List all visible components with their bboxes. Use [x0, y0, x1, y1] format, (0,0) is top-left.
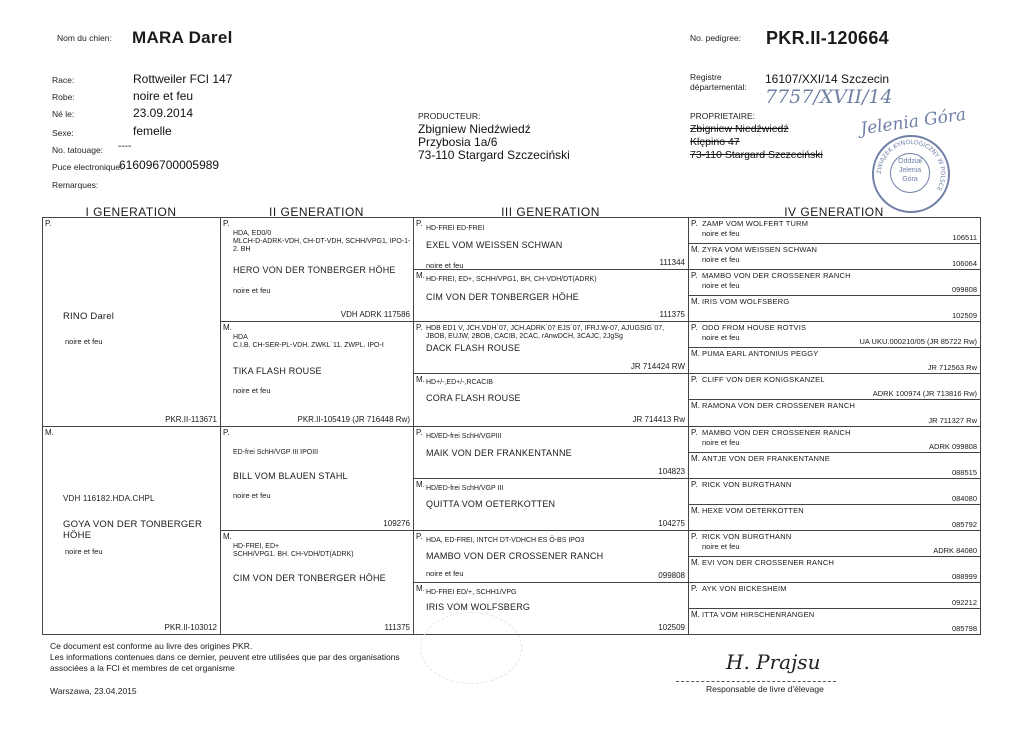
- sex-marker: P.: [691, 427, 698, 437]
- registration-number: 084080: [951, 493, 977, 503]
- dog-color: noire et feu: [426, 568, 464, 578]
- generation-header-4: IV GENERATION: [784, 205, 884, 219]
- titles-info: HDA C.I.B. CH-SER-PL-VDH. ZWKL`11. ZWPL. IPO-I: [233, 334, 384, 350]
- gen4-cell: [689, 374, 981, 400]
- gen3-cell: [414, 374, 689, 426]
- titles-info: HD+/-,ED+/-,RCACIB: [426, 379, 493, 387]
- sex-marker: M.: [223, 323, 232, 333]
- titles-info: ED-frei SchH/VGP III IPOIII: [233, 448, 319, 456]
- registration-number: 111344: [659, 258, 685, 268]
- conformity-statement: [50, 641, 400, 674]
- owner-handwritten: Jelenia Góra: [859, 104, 968, 140]
- dog-name: ODO FROM HOUSE ROTVIS: [702, 323, 807, 333]
- registration-number: PKR.II-113671: [165, 414, 217, 424]
- field-value: ----: [118, 141, 132, 152]
- registration-number: JR 714424 RW: [630, 362, 685, 372]
- stamp-text: Góra: [902, 176, 918, 183]
- sex-marker: M.: [691, 609, 700, 619]
- owner-line: 73-110 Stargard Szczeciński: [690, 149, 823, 161]
- pedigree-table: [42, 217, 981, 635]
- sex-marker: P.: [691, 323, 698, 333]
- dog-name: AYK VON BICKESHEIM: [702, 583, 787, 593]
- sex-marker: M.: [691, 245, 700, 255]
- registration-number: 085792: [951, 519, 977, 529]
- dog-name-label: Nom du chien:: [57, 33, 112, 43]
- sex-marker: P.: [416, 219, 423, 228]
- dog-name: PUMA EARL ANTONIUS PEGGY: [702, 349, 819, 359]
- dog-color: noire et feu: [702, 333, 740, 343]
- titles-info: HD/ED-frei SchH/VGP III: [426, 484, 504, 492]
- sex-marker: P.: [416, 427, 423, 437]
- stamp-ring-text: ZWIĄZEK KYNOLOGICZNY W POLSCE: [875, 138, 947, 192]
- registration-number: 102509: [658, 623, 685, 632]
- gen4-cell: [689, 556, 981, 582]
- dog-name: CIM VON DER TONBERGER HÖHE: [233, 572, 386, 583]
- producer-line: Zbigniew Niedźwiedź: [418, 122, 531, 136]
- registry-label: Registre: [690, 72, 722, 82]
- registration-number: ADRK 100974 (JR 713816 Rw): [872, 389, 977, 399]
- gen4-cell: [689, 400, 981, 426]
- gen1-dam-cell: [43, 426, 221, 635]
- field-label: Né le:: [52, 109, 75, 119]
- gen2-cell: [221, 218, 414, 322]
- field-value: noire et feu: [133, 89, 194, 103]
- gen3-cell: [414, 322, 689, 374]
- field-label: No. tatouage:: [52, 145, 104, 155]
- stamp-text: Oddział: [898, 158, 922, 165]
- gen4-cell: [689, 218, 981, 244]
- dog-name: MARA Darel: [132, 28, 233, 47]
- dog-name: HERO VON DER TONBERGER HÖHE: [233, 265, 396, 275]
- dog-name: HEXE VOM OETERKOTTEN: [702, 505, 804, 515]
- field-label: Race:: [52, 75, 75, 85]
- statement-line: associées a la FCI et membres de cet organisme: [50, 663, 235, 673]
- dog-color: noire et feu: [65, 337, 103, 346]
- gen2-cell: [221, 322, 414, 426]
- dog-name: IRIS VOM WOLFSBERG: [426, 601, 531, 612]
- statement-line: Les informations contenues dans ce dernier, peuvent etre utilisées que par des organisations: [50, 652, 400, 662]
- sex-marker: P.: [691, 479, 698, 489]
- stamp-text: Jelenia: [898, 167, 922, 174]
- sex-marker: M.: [416, 375, 425, 385]
- dog-name-line-2: HÖHE: [63, 529, 92, 541]
- dog-color: noire et feu: [426, 261, 464, 270]
- titles-info: HD-FREI ED-FREI: [426, 225, 485, 232]
- registration-number: PKR.II-105419 (JR 716448 Rw): [297, 414, 410, 424]
- sex-marker: P.: [223, 427, 230, 437]
- kennel-club-stamp: [872, 135, 950, 213]
- gen4-cell: [689, 244, 981, 270]
- dog-color: noire et feu: [702, 437, 740, 447]
- dog-name: TIKA FLASH ROUSE: [233, 366, 322, 377]
- gen3-cell: [414, 426, 689, 478]
- owner-line: Klępino 47: [690, 136, 740, 148]
- dog-color: noire et feu: [233, 490, 271, 500]
- registration-number: JR 714413 Rw: [632, 414, 685, 424]
- registry-handwritten: 7757/XVII/14: [765, 86, 893, 108]
- sex-marker: M.: [416, 479, 425, 489]
- gen4-cell: [689, 426, 981, 452]
- gen4-cell: [689, 322, 981, 348]
- signature: H. Prajsu: [726, 650, 821, 674]
- pedigree-label: No. pedigree:: [690, 33, 742, 43]
- registry-label-2: départemental:: [690, 82, 747, 92]
- registry-value: 16107/XXI/14 Szczecin: [765, 72, 890, 86]
- field-value: 23.09.2014: [133, 106, 194, 120]
- dog-name: RINO Darel: [63, 311, 115, 322]
- field-label: Puce electronique:: [52, 162, 123, 172]
- gen4-cell: [689, 270, 981, 296]
- registration-number: JR 711327 Rw: [928, 415, 977, 425]
- generation-header-2: II GENERATION: [269, 205, 364, 219]
- gen2-cell: [221, 426, 414, 530]
- producer-label: PRODUCTEUR:: [418, 111, 481, 121]
- registration-number: VDH ADRK 117586: [340, 310, 410, 320]
- dog-name: MAMBO VON DER CROSSENER RANCH: [702, 427, 851, 437]
- registration-number: 099808: [951, 285, 977, 295]
- svg-text:ZWIĄZEK KYNOLOGICZNY W POLSCE: [876, 139, 946, 192]
- field-value: femelle: [133, 124, 172, 138]
- sex-marker: P.: [416, 323, 423, 333]
- gen2-cell: [221, 530, 414, 634]
- producer-line: 73-110 Stargard Szczeciński: [418, 148, 570, 162]
- sex-marker: M.: [691, 401, 700, 411]
- dog-name: EVI VON DER CROSSENER RANCH: [702, 557, 835, 567]
- gen4-cell: [689, 608, 981, 634]
- gen4-cell: [689, 478, 981, 504]
- sex-marker: M.: [691, 297, 700, 307]
- registration-number: 102509: [951, 311, 977, 321]
- gen3-cell: [414, 530, 689, 582]
- pedigree-number: PKR.II-120664: [766, 28, 889, 48]
- dog-name: ITTA VOM HIRSCHENRANGEN: [702, 609, 815, 619]
- field-label: Robe:: [52, 92, 75, 102]
- stamp-ring: [874, 137, 948, 211]
- sex-marker: M.: [691, 349, 700, 359]
- dog-color: noire et feu: [702, 229, 740, 238]
- field-label: Sexe:: [52, 128, 74, 138]
- place-date: Warszawa, 23.04.2015: [50, 686, 137, 696]
- dog-name: ANTJE VON DER FRANKENTANNE: [702, 453, 830, 463]
- dog-color: noire et feu: [702, 281, 740, 291]
- field-value: 616096700005989: [119, 158, 220, 172]
- gen4-cell: [689, 452, 981, 478]
- registration-number: 111375: [384, 623, 410, 632]
- registration-number: UA UKU.000210/05 (JR 85722 Rw): [859, 337, 977, 347]
- dog-name: RAMONA VON DER CROSSENER RANCH: [702, 401, 856, 411]
- dog-name: RICK VON BURGTHANN: [702, 531, 792, 541]
- gen4-cell: [689, 296, 981, 322]
- field-label: Remarques:: [52, 180, 99, 190]
- gen4-cell: [689, 530, 981, 556]
- statement-line: Ce document est conforme au livre des origines PKR.: [50, 641, 253, 651]
- dog-name: ZYRA VOM WEISSEN SCHWAN: [702, 245, 818, 255]
- sex-marker: P.: [691, 219, 698, 228]
- registration-number: JR 712563 Rw: [927, 363, 977, 373]
- sex-marker: M.: [691, 453, 700, 463]
- gen1-sire-cell: [43, 218, 221, 427]
- sex-marker: P.: [223, 219, 230, 228]
- sex-marker: P.: [45, 219, 52, 228]
- sex-marker: P.: [691, 583, 698, 593]
- registration-number: 104275: [658, 518, 685, 528]
- registration-number: ADRK 84080: [933, 545, 977, 555]
- sex-marker: P.: [691, 531, 698, 541]
- dog-color: noire et feu: [65, 546, 103, 556]
- titles-info: HD-FREI, ED+, SCHH/VPG1, BH, CH-VDH/DT(ADRK): [426, 276, 597, 284]
- dog-color: noire et feu: [233, 386, 271, 396]
- titles-info: HDB ED1 V, JCH.VDH`07, JCH.ADRK`07 EJS`07, IFRJ.W-07, AJUGSIG`07, JBOB, EUJW, 2BOB, CACIB, 2CAC, rAnwDCH, 3CAJC, 2JgSg: [426, 325, 665, 341]
- dog-name: QUITTA VOM OETERKOTTEN: [426, 498, 556, 509]
- registration-number: ADRK 099808: [929, 441, 977, 451]
- registration-number: 106511: [952, 233, 977, 243]
- dog-name: CIM VON DER TONBERGER HÖHE: [426, 292, 579, 303]
- dog-name: RICK VON BURGTHANN: [702, 479, 792, 489]
- dog-name: IRIS VOM WOLFSBERG: [702, 297, 790, 307]
- dog-color: noire et feu: [233, 286, 271, 295]
- dog-name: EXEL VOM WEISSEN SCHWAN: [426, 240, 563, 250]
- gen3-cell: [414, 270, 689, 322]
- gen4-cell: [689, 504, 981, 530]
- signature-line: [676, 681, 836, 682]
- responsible-label: Responsable de livre d'élevage: [706, 684, 824, 694]
- dog-name: MAMBO VON DER CROSSENER RANCH: [702, 271, 851, 281]
- registration-number: 085798: [951, 624, 977, 633]
- owner-line: Zbigniew Niedźwiedź: [690, 123, 789, 135]
- dog-extra-info: VDH 116182.HDA.CHPL: [63, 493, 155, 503]
- faint-stamp-imprint: [420, 612, 522, 684]
- dog-name: MAIK VON DER FRANKENTANNE: [426, 447, 572, 458]
- dog-color: noire et feu: [702, 255, 740, 265]
- dog-name: BILL VOM BLAUEN STAHL: [233, 470, 348, 481]
- registration-number: 088515: [951, 467, 977, 477]
- titles-info: HDA, ED-FREI, INTCH DT-VDHCH ES Ö-BS IPO3: [426, 536, 585, 544]
- producer-line: Przybosia 1a/6: [418, 135, 498, 149]
- sex-marker: M.: [691, 557, 700, 567]
- sex-marker: M.: [416, 271, 425, 281]
- sex-marker: M.: [416, 583, 425, 593]
- titles-info: HD-FREI ED/+, SCHH1/VPG: [426, 588, 517, 596]
- dog-name: MAMBO VON DER CROSSENER RANCH: [426, 550, 604, 561]
- registration-number: 109276: [383, 518, 410, 528]
- dog-name: DACK FLASH ROUSE: [426, 343, 521, 354]
- dog-name: CORA FLASH ROUSE: [426, 393, 521, 404]
- sex-marker: P.: [691, 375, 698, 385]
- field-value: Rottweiler FCI 147: [133, 72, 233, 86]
- gen4-cell: [689, 582, 981, 608]
- generation-header-1: I GENERATION: [85, 205, 177, 219]
- titles-info: HD-FREI, ED+ SCHH/VPG1. BH. CH-VDH/DT(ADRK): [233, 542, 354, 558]
- registration-number: 088999: [951, 571, 977, 581]
- dog-name: CLIFF VON DER KONIGSKANZEL: [702, 375, 825, 385]
- dog-name: GOYA VON DER TONBERGER: [63, 518, 203, 530]
- gen3-cell: [414, 478, 689, 530]
- sex-marker: M.: [45, 427, 54, 437]
- dog-name: ZAMP VOM WOLFERT TURM: [702, 219, 809, 228]
- registration-number: 092212: [951, 597, 977, 607]
- registration-number: 099808: [658, 570, 685, 580]
- registration-number: PKR.II-103012: [164, 623, 217, 632]
- registration-number: 106064: [951, 259, 977, 269]
- generation-header-3: III GENERATION: [501, 205, 600, 219]
- titles-info: HDA, ED0/0 MLCH-D-ADRK-VDH, CH-DT-VDH, SCHH/VPG1, IPO-1-2. BH: [233, 230, 411, 253]
- registration-number: 104823: [658, 466, 685, 476]
- gen4-cell: [689, 348, 981, 374]
- titles-info: HD/ED-frei SchH/VGPIII: [426, 432, 502, 440]
- sex-marker: M.: [223, 531, 232, 541]
- sex-marker: P.: [416, 531, 423, 541]
- registration-number: 111375: [659, 310, 685, 320]
- gen3-cell: [414, 218, 689, 270]
- sex-marker: M.: [691, 505, 700, 515]
- dog-color: noire et feu: [702, 541, 740, 551]
- owner-label: PROPRIETAIRE:: [690, 111, 756, 121]
- sex-marker: P.: [691, 271, 698, 281]
